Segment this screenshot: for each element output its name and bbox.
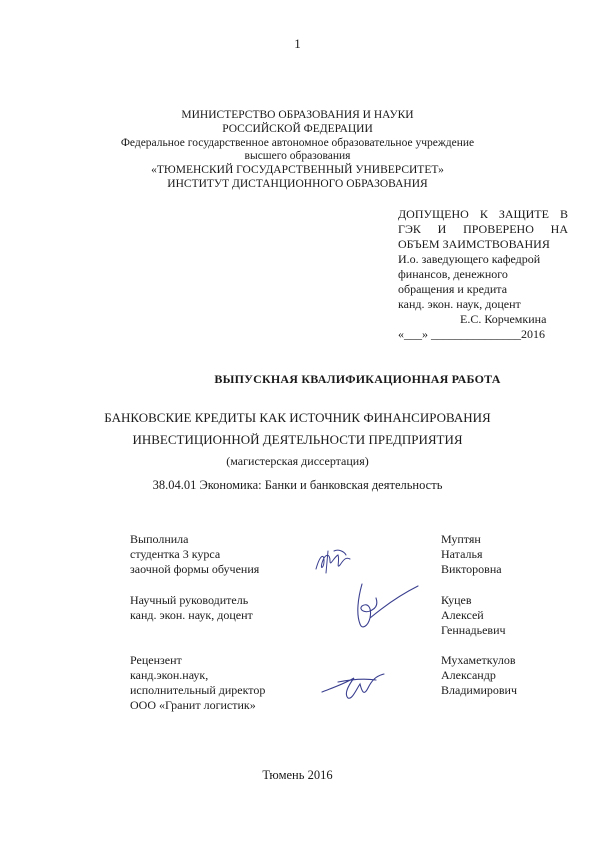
topic-line: БАНКОВСКИЕ КРЕДИТЫ КАК ИСТОЧНИК ФИНАНСИРОВАНИЯ — [104, 410, 491, 425]
supervisor-signature — [348, 578, 428, 633]
supervisor-role-line: Научный руководитель — [130, 593, 249, 607]
header-line: РОССИЙСКОЙ ФЕДЕРАЦИИ — [222, 122, 373, 135]
author-name — [441, 532, 502, 577]
author-role-line: студентка 3 курса — [130, 547, 221, 561]
author-role-line: заочной формы обучения — [130, 562, 260, 576]
topic-line: ИНВЕСТИЦИОННОЙ ДЕЯТЕЛЬНОСТИ ПРЕДПРИЯТИЯ — [132, 432, 463, 447]
reviewer-role-line: исполнительный директор — [130, 683, 266, 697]
approval-line: обращения и кредита — [398, 282, 508, 296]
header-line: ИНСТИТУТ ДИСТАНЦИОННОГО ОБРАЗОВАНИЯ — [167, 177, 428, 190]
document-title: ВЫПУСКНАЯ КВАЛИФИКАЦИОННАЯ РАБОТА — [214, 372, 501, 386]
approval-line: ДОПУЩЕНО К ЗАЩИТЕ В — [398, 207, 568, 221]
approval-block — [398, 207, 568, 342]
author-name-line: Наталья — [441, 547, 483, 561]
author-name-line: Викторовна — [441, 562, 502, 576]
reviewer-role-line: ООО «Гранит логистик» — [130, 698, 256, 712]
reviewer-signature — [318, 668, 403, 704]
supervisor-role — [130, 593, 253, 623]
reviewer-role-line: Рецензент — [130, 653, 182, 667]
reviewer-name — [441, 653, 517, 698]
author-name-line: Муптян — [441, 532, 481, 546]
reviewer-role — [130, 653, 265, 713]
approval-line: И.о. заведующего кафедрой — [398, 252, 541, 266]
header-line: МИНИСТЕРСТВО ОБРАЗОВАНИЯ И НАУКИ — [181, 109, 414, 121]
supervisor-name-line: Алексей — [441, 608, 484, 622]
header-line: Федеральное государственное автономное образовательное учреждение — [120, 136, 475, 149]
reviewer-name-line: Александр — [441, 668, 496, 682]
approval-line: финансов, денежного — [398, 267, 508, 281]
institution-header — [0, 109, 595, 192]
approval-signatory: Е.С. Корчемкина — [460, 312, 547, 326]
author-role-line: Выполнила — [130, 532, 189, 546]
thesis-type: (магистерская диссертация) — [226, 454, 369, 468]
specialty: 38.04.01 Экономика: Банки и банковская деятельность — [152, 478, 443, 492]
page-number: 1 — [294, 36, 301, 51]
supervisor-name-line: Куцев — [441, 593, 472, 607]
reviewer-name-line: Мухаметкулов — [441, 653, 516, 667]
approval-line: канд. экон. наук, доцент — [398, 297, 521, 311]
author-role — [130, 532, 259, 577]
supervisor-name-line: Геннадьевич — [441, 623, 506, 637]
supervisor-role-line: канд. экон. наук, доцент — [130, 608, 253, 622]
city-year: Тюмень 2016 — [262, 768, 333, 782]
reviewer-name-line: Владимирович — [441, 683, 517, 697]
supervisor-name — [441, 593, 506, 638]
approval-line: ГЭК И ПРОВЕРЕНО НА — [398, 222, 568, 236]
header-line: «ТЮМЕНСКИЙ ГОСУДАРСТВЕННЫЙ УНИВЕРСИТЕТ» — [151, 164, 444, 177]
thesis-topic — [0, 407, 595, 451]
approval-date: «___» _______________2016 — [398, 327, 545, 341]
reviewer-role-line: канд.экон.наук, — [130, 668, 209, 682]
header-line: высшего образования — [244, 150, 351, 163]
author-signature — [310, 547, 360, 577]
approval-line: ОБЪЕМ ЗАИМСТВОВАНИЯ — [398, 237, 550, 251]
